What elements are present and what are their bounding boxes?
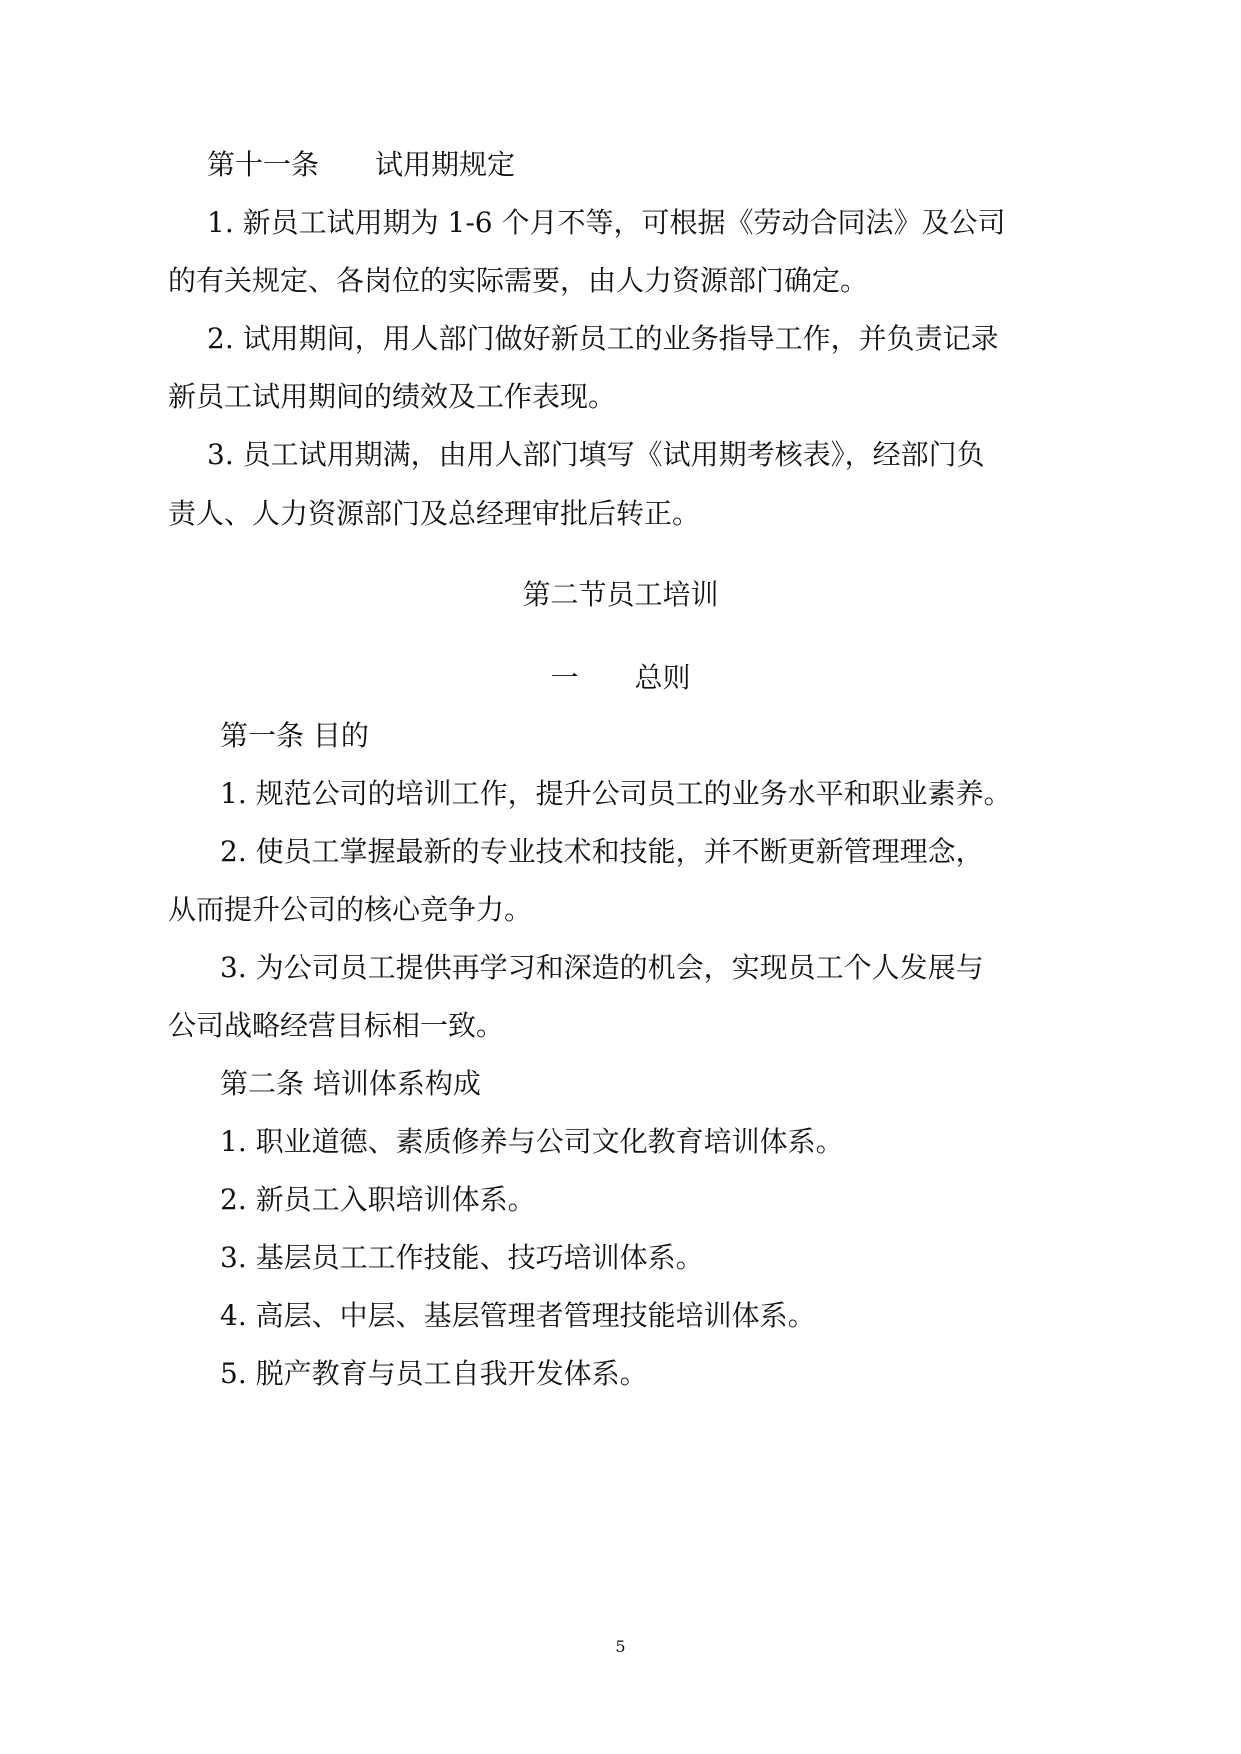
paragraph-line: 新员工试用期间的绩效及工作表现。 (168, 380, 617, 413)
article-number: 第十一条 (207, 148, 320, 181)
paragraph-line: 从而提升公司的核心竞争力。 (168, 893, 533, 926)
list-item: 3. 基层员工工作技能、技巧培训体系。 (220, 1241, 704, 1274)
list-item: 2. 新员工入职培训体系。 (220, 1183, 536, 1216)
article-heading (207, 147, 515, 183)
chapter-label: 总则 (634, 661, 691, 694)
page-number: 5 (615, 1637, 626, 1656)
article-title: 试用期规定 (375, 148, 516, 181)
paragraph-line: 责人、人力资源部门及总经理审批后转正。 (168, 497, 701, 530)
list-item: 1. 规范公司的培训工作，提升公司员工的业务水平和职业素养。 (220, 777, 1012, 810)
list-item: 2. 使员工掌握最新的专业技术和技能，并不断更新管理理念， (220, 835, 984, 868)
paragraph-line: 3. 员工试用期满，由用人部门填写《试用期考核表》，经部门负 (207, 438, 985, 471)
article-heading: 第二条 培训体系构成 (220, 1067, 481, 1100)
article-heading: 第一条 目的 (220, 719, 369, 752)
list-item: 4. 高层、中层、基层管理者管理技能培训体系。 (220, 1299, 816, 1332)
paragraph-line: 2. 试用期间，用人部门做好新员工的业务指导工作，并负责记录 (207, 322, 999, 355)
paragraph-line: 公司战略经营目标相一致。 (168, 1009, 505, 1042)
paragraph-line: 的有关规定、各岗位的实际需要，由人力资源部门确定。 (168, 264, 869, 297)
chapter-number: 一 (550, 661, 579, 694)
list-item: 3. 为公司员工提供再学习和深造的机会，实现员工个人发展与 (220, 951, 984, 984)
paragraph-line: 1. 新员工试用期为 1-6 个月不等，可根据《劳动合同法》及公司 (207, 206, 1006, 239)
list-item: 1. 职业道德、素质修养与公司文化教育培训体系。 (220, 1125, 844, 1158)
list-item: 5. 脱产教育与员工自我开发体系。 (220, 1357, 648, 1390)
section-title: 第二节员工培训 (522, 578, 719, 611)
chapter-title (0, 660, 1241, 696)
